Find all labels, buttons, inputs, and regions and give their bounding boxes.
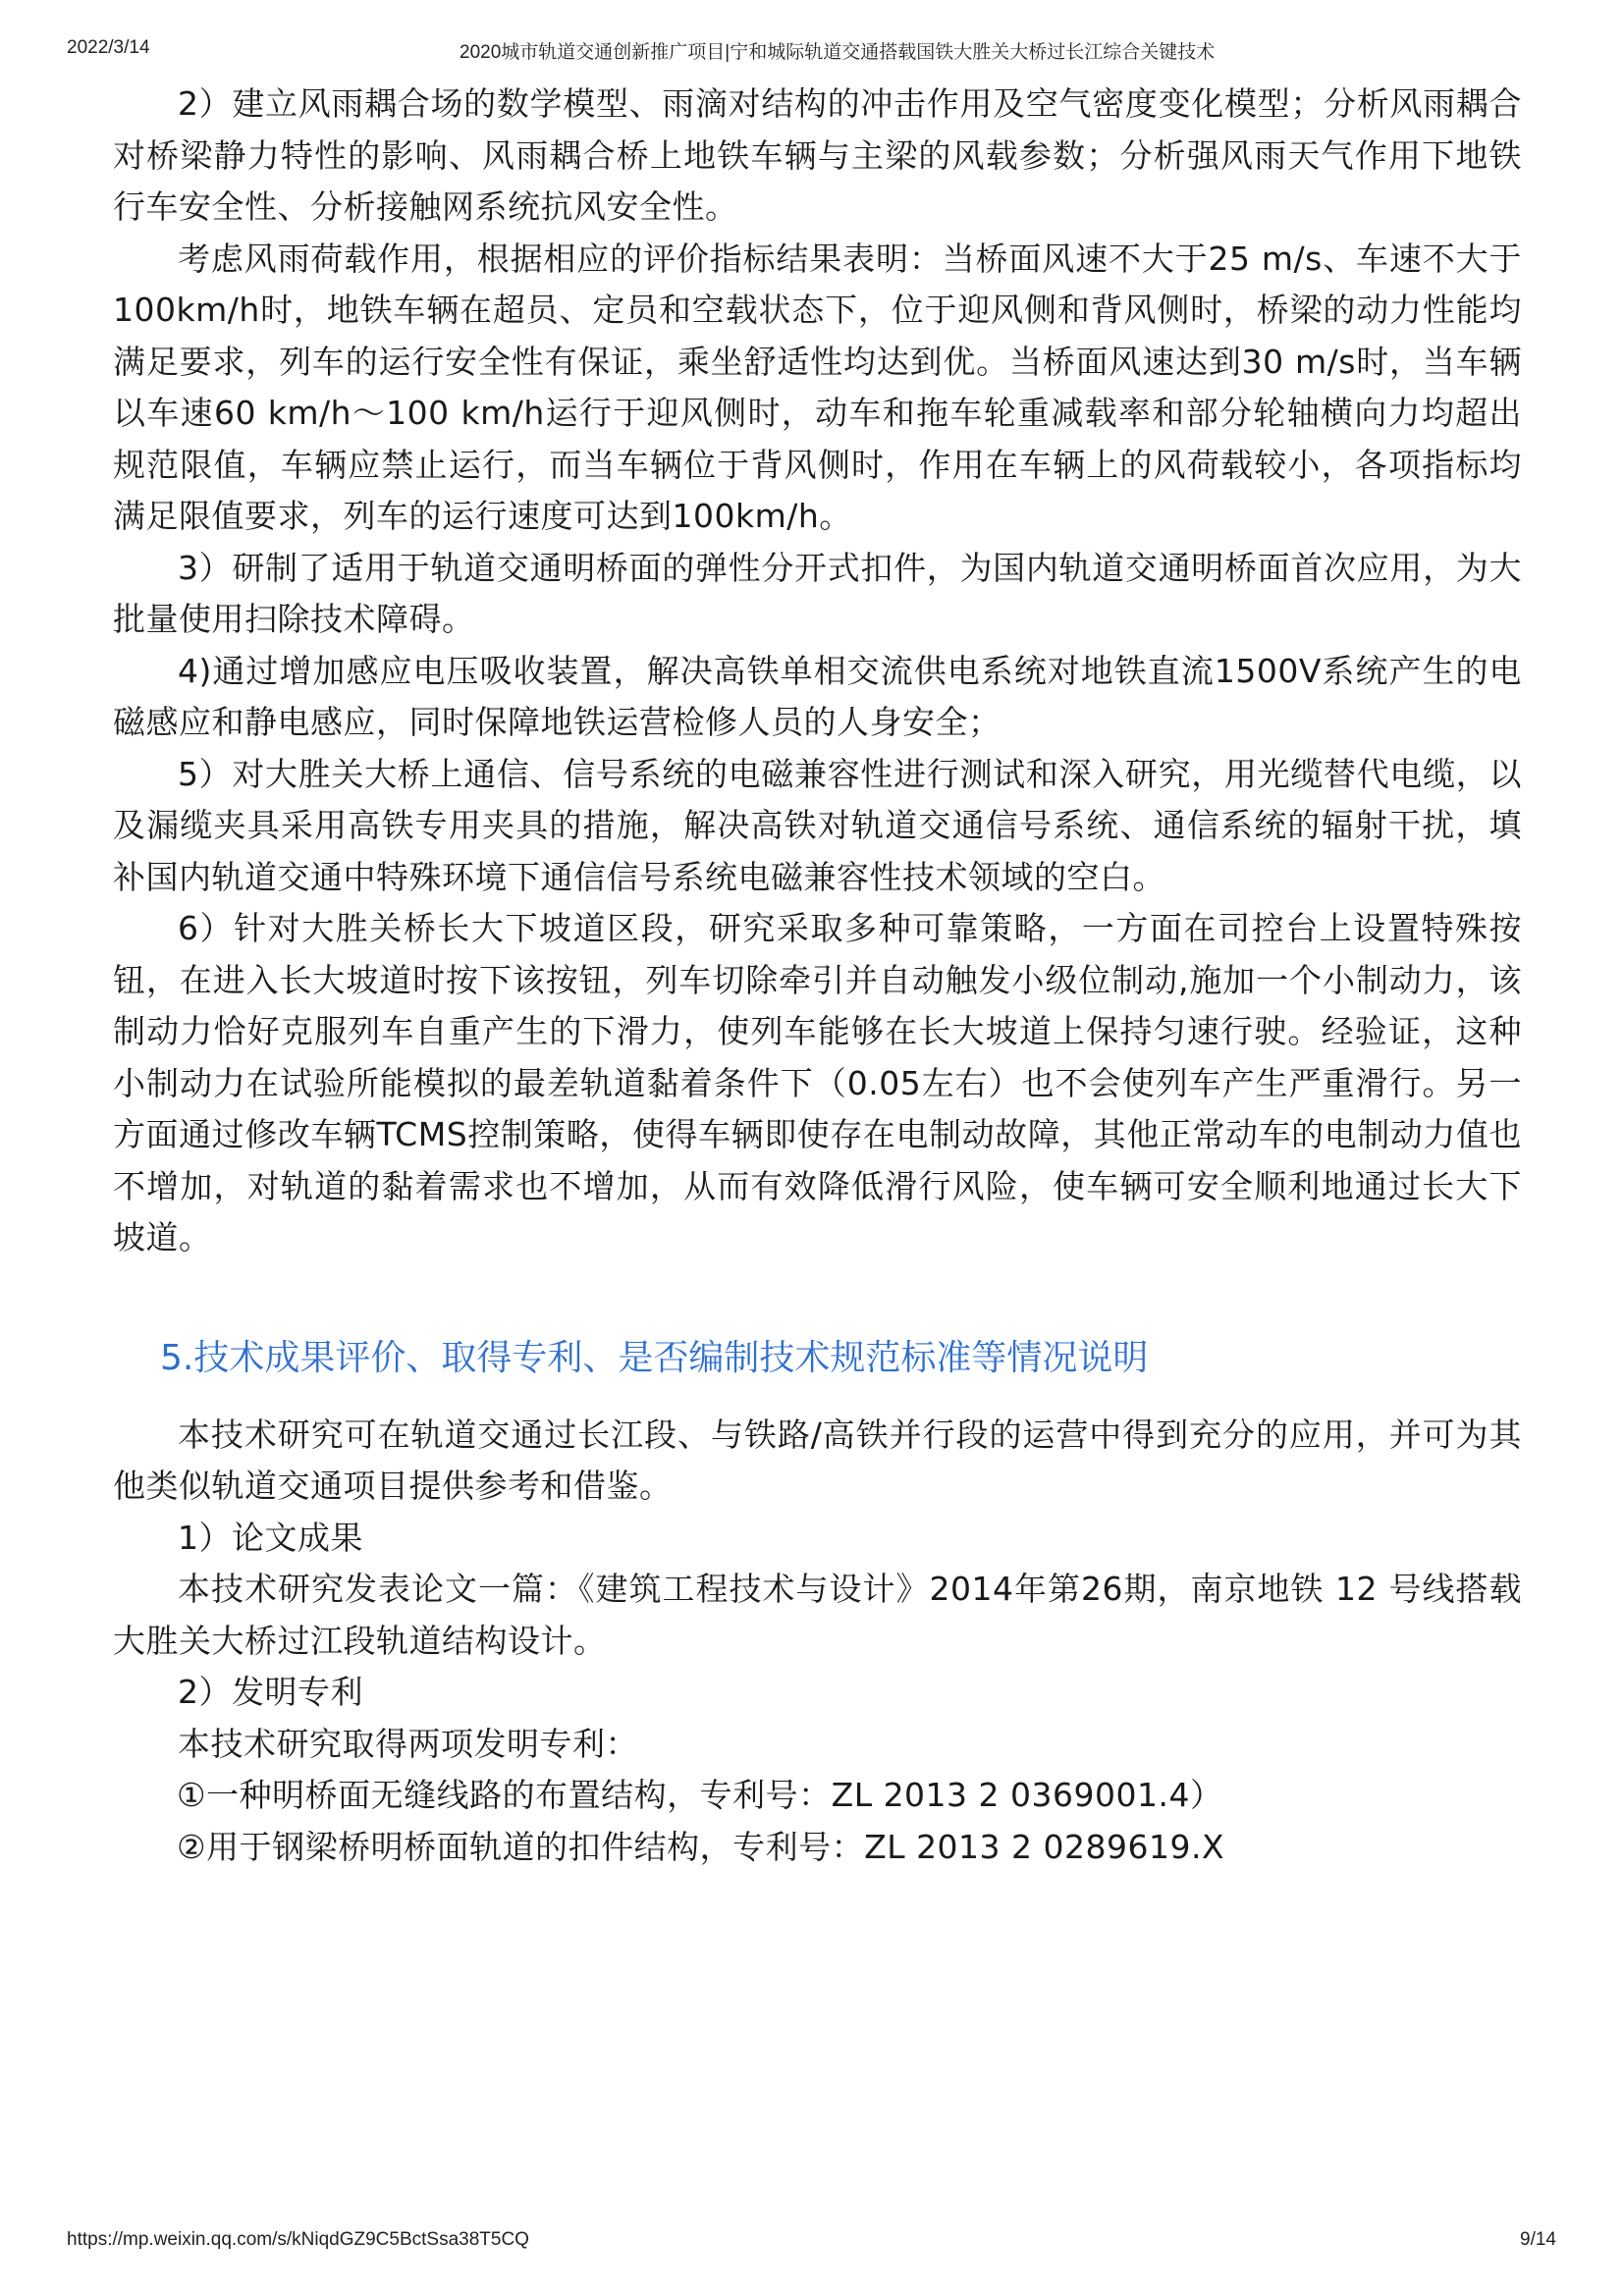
paragraph-item-6: 6）针对大胜关桥长大下坡道区段，研究采取多种可靠策略，一方面在司控台上设置特殊按钮，在进入长大坡道时按下该按钮，列车切除牵引并自动触发小级位制动,施加一个小制动力，该制动力恰好克服列车自重产生的下滑力，使列车能够在长大坡道上保持匀速行驶。经验证，这种小制动力在试验所能模拟的最差轨道黏着条件下（0.05左右）也不会使列车产生严重滑行。另一方面通过修改车辆TCMS控制策略，使得车辆即使存在电制动故障，其他正常动车的电制动力值也不增加，对轨道的黏着需求也不增加，从而有效降低滑行风险，使车辆可安全顺利地通过长大下坡道。 [113, 909, 1522, 1256]
page-number: 9/14 [1520, 2229, 1556, 2250]
patent-intro: 本技术研究取得两项发明专利： [178, 1724, 638, 1763]
paragraph-item-2: 2）建立风雨耦合场的数学模型、雨滴对结构的冲击作用及空气密度变化模型；分析风雨耦合对桥梁静力特性的影响、风雨耦合桥上地铁车辆与主梁的风载参数；分析强风雨天气作用下地铁行车安全性、分析接触网系统抗风安全性。 [113, 84, 1522, 226]
paper-text: 本技术研究发表论文一篇：《建筑工程技术与设计》2014年第26期，南京地铁 12 号线搭载大胜关大桥过江段轨道结构设计。 [113, 1570, 1522, 1660]
print-date: 2022/3/14 [67, 37, 150, 58]
section-heading: 5.技术成果评价、取得专利、是否编制技术规范标准等情况说明 [160, 1337, 1149, 1378]
paragraph-wind-rain-results: 考虑风雨荷载作用，根据相应的评价指标结果表明：当桥面风速不大于25 m/s、车速不大于100km/h时，地铁车辆在超员、定员和空载状态下，位于迎风侧和背风侧时，桥梁的动力性能均满足要求，列车的运行安全性有保证，乘坐舒适性均达到优。当桥面风速达到30 m/s时，当车辆以车速60 km/h～100 km/h运行于迎风侧时，动车和拖车轮重减载率和部分轮轴横向力均超出规范限值，车辆应禁止运行，而当车辆位于背风侧时，作用在车辆上的风荷载较小，各项指标均满足限值要求，列车的运行速度可达到100km/h。 [113, 239, 1522, 535]
paragraph-item-3: 3）研制了适用于轨道交通明桥面的弹性分开式扣件，为国内轨道交通明桥面首次应用，为大批量使用扫除技术障碍。 [113, 548, 1522, 638]
paragraph-item-5: 5）对大胜关大桥上通信、信号系统的电磁兼容性进行测试和深入研究，用光缆替代电缆，以及漏缆夹具采用高铁专用夹具的措施，解决高铁对轨道交通信号系统、通信系统的辐射干扰，填补国内轨道交通中特殊环境下通信信号系统电磁兼容性技术领域的空白。 [113, 754, 1522, 896]
section-intro: 本技术研究可在轨道交通过长江段、与铁路/高铁并行段的运营中得到充分的应用，并可为其他类似轨道交通项目提供参考和借鉴。 [113, 1415, 1522, 1505]
print-footer [67, 2229, 1556, 2257]
patent-subheading: 2）发明专利 [178, 1673, 363, 1711]
patent-item-2: ②用于钢梁桥明桥面轨道的扣件结构，专利号：ZL 2013 2 0289619.X [177, 1827, 1225, 1866]
paper-subheading: 1）论文成果 [178, 1518, 363, 1557]
article-body [113, 79, 1522, 1873]
print-header [67, 37, 1556, 67]
patent-item-1: ①一种明桥面无缝线路的布置结构，专利号：ZL 2013 2 0369001.4） [177, 1776, 1223, 1814]
source-url: https://mp.weixin.qq.com/s/kNiqdGZ9C5BctSsa38T5CQ [67, 2229, 529, 2250]
document-title: 2020城市轨道交通创新推广项目|宁和城际轨道交通搭载国铁大胜关大桥过长江综合关键技术 [460, 42, 1216, 63]
paragraph-item-4: 4)通过增加感应电压吸收装置，解决高铁单相交流供电系统对地铁直流1500V系统产生的电磁感应和静电感应，同时保障地铁运营检修人员的人身安全； [113, 651, 1522, 741]
